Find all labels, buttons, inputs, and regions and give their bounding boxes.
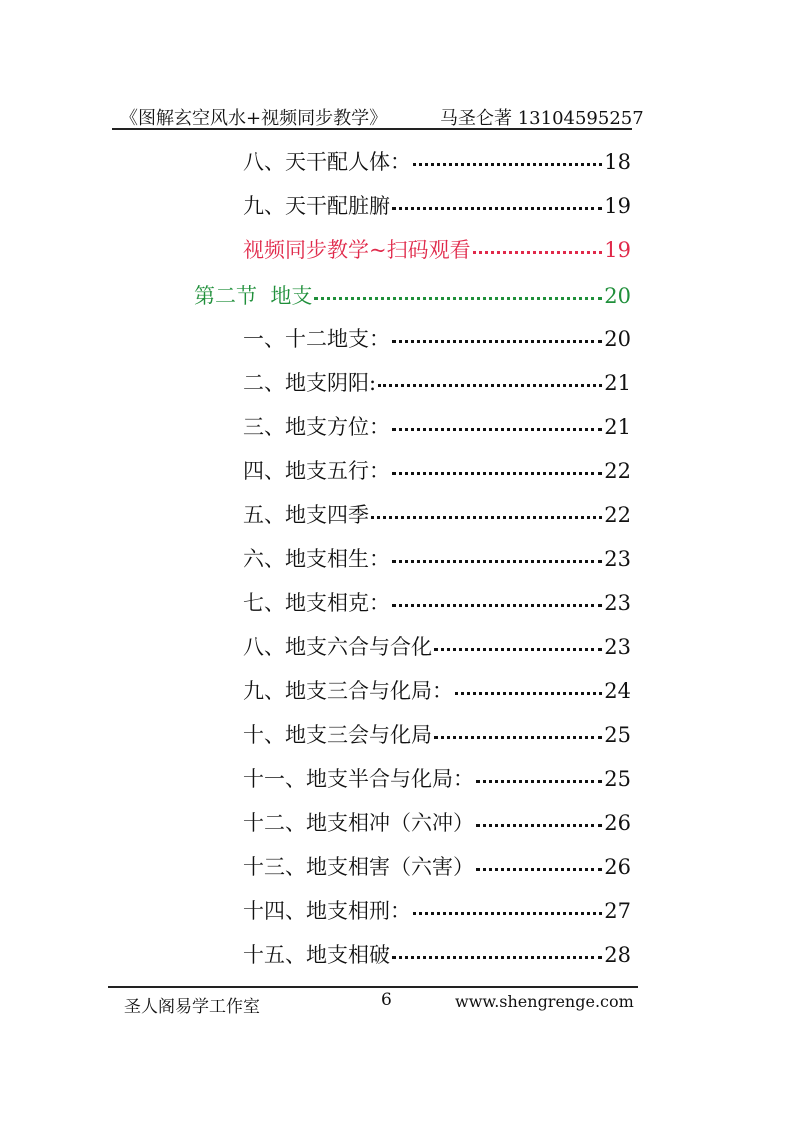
toc-entry-page: 25 bbox=[604, 723, 631, 747]
toc-entry-page: 26 bbox=[604, 855, 631, 879]
toc-entry-page: 24 bbox=[604, 679, 631, 703]
toc-entry[interactable] bbox=[243, 499, 631, 529]
toc-entry[interactable] bbox=[243, 190, 631, 220]
toc-entry[interactable] bbox=[243, 939, 631, 969]
toc-entry-label: 十五、地支相破 bbox=[243, 943, 390, 967]
toc-entry-label: 八、天干配人体： bbox=[243, 150, 411, 174]
dot-leader bbox=[476, 824, 602, 827]
dot-leader bbox=[392, 956, 602, 959]
author-contact: 马圣仑著 13104595257 bbox=[440, 108, 644, 129]
toc-entry-video-link[interactable] bbox=[243, 234, 631, 264]
dot-leader bbox=[392, 560, 602, 563]
dot-leader bbox=[473, 251, 603, 254]
toc-entry[interactable] bbox=[243, 895, 631, 925]
dot-leader bbox=[392, 428, 602, 431]
toc-entry-page: 20 bbox=[604, 327, 631, 351]
toc-entry-label: 二、地支阴阳: bbox=[243, 371, 377, 395]
toc-entry[interactable] bbox=[243, 807, 631, 837]
toc-entry-label: 十四、地支相刑： bbox=[243, 899, 411, 923]
toc-entry-page: 20 bbox=[604, 284, 631, 308]
toc-entry-label: 四、地支五行： bbox=[243, 459, 390, 483]
toc-entry[interactable] bbox=[243, 455, 631, 485]
dot-leader bbox=[392, 207, 602, 210]
toc-entry-page: 23 bbox=[604, 547, 631, 571]
toc-entry-page: 25 bbox=[604, 767, 631, 791]
toc-entry[interactable] bbox=[243, 367, 631, 397]
dot-leader bbox=[392, 340, 602, 343]
footer-studio-name: 圣人阁易学工作室 bbox=[124, 997, 260, 1017]
toc-entry[interactable] bbox=[243, 587, 631, 617]
toc-entry[interactable] bbox=[243, 631, 631, 661]
toc-entry-page: 23 bbox=[604, 591, 631, 615]
toc-entry-page: 19 bbox=[604, 194, 631, 218]
toc-entry-label: 九、地支三合与化局： bbox=[243, 679, 453, 703]
toc-entry[interactable] bbox=[243, 851, 631, 881]
toc-section-heading[interactable] bbox=[194, 280, 631, 310]
dot-leader bbox=[371, 516, 602, 519]
toc-entry[interactable] bbox=[243, 146, 631, 176]
toc-entry-label: 五、地支四季 bbox=[243, 503, 369, 527]
dot-leader bbox=[434, 736, 602, 739]
toc-entry-label: 八、地支六合与合化 bbox=[243, 635, 432, 659]
footer-divider bbox=[108, 986, 638, 988]
dot-leader bbox=[392, 604, 602, 607]
toc-entry-label: 视频同步教学~扫码观看 bbox=[243, 238, 471, 262]
toc-entry-label: 十二、地支相冲（六冲） bbox=[243, 811, 474, 835]
toc-entry-page: 22 bbox=[604, 503, 631, 527]
toc-entry-page: 26 bbox=[604, 811, 631, 835]
toc-entry-page: 28 bbox=[604, 943, 631, 967]
dot-leader bbox=[476, 868, 602, 871]
dot-leader bbox=[392, 472, 602, 475]
page-number: 6 bbox=[381, 990, 392, 1010]
dot-leader bbox=[378, 384, 602, 387]
toc-entry-label: 一、十二地支： bbox=[243, 327, 390, 351]
toc-entry-page: 18 bbox=[604, 150, 631, 174]
toc-entry-page: 19 bbox=[604, 238, 631, 262]
toc-entry-label: 第二节 地支 bbox=[194, 284, 313, 308]
dot-leader bbox=[314, 297, 602, 300]
dot-leader bbox=[413, 163, 602, 166]
dot-leader bbox=[434, 648, 602, 651]
toc-entry-page: 27 bbox=[604, 899, 631, 923]
toc-entry-page: 23 bbox=[604, 635, 631, 659]
toc-entry-label: 三、地支方位： bbox=[243, 415, 390, 439]
toc-entry-page: 22 bbox=[604, 459, 631, 483]
toc-entry-label: 九、天干配脏腑 bbox=[243, 194, 390, 218]
book-title: 《图解玄空风水+视频同步教学》 bbox=[120, 108, 388, 129]
toc-entry-label: 十三、地支相害（六害） bbox=[243, 855, 474, 879]
dot-leader bbox=[413, 912, 602, 915]
dot-leader bbox=[476, 780, 602, 783]
dot-leader bbox=[455, 692, 602, 695]
toc-entry[interactable] bbox=[243, 675, 631, 705]
toc-entry[interactable] bbox=[243, 411, 631, 441]
toc-entry-label: 七、地支相克： bbox=[243, 591, 390, 615]
toc-entry-page: 21 bbox=[604, 371, 631, 395]
toc-entry-label: 六、地支相生： bbox=[243, 547, 390, 571]
toc-entry[interactable] bbox=[243, 763, 631, 793]
toc-entry-page: 21 bbox=[604, 415, 631, 439]
toc-entry[interactable] bbox=[243, 323, 631, 353]
toc-entry[interactable] bbox=[243, 543, 631, 573]
toc-entry-label: 十、地支三会与化局 bbox=[243, 723, 432, 747]
toc-entry[interactable] bbox=[243, 719, 631, 749]
footer-website: www.shengrenge.com bbox=[455, 992, 634, 1011]
toc-entry-label: 十一、地支半合与化局： bbox=[243, 767, 474, 791]
